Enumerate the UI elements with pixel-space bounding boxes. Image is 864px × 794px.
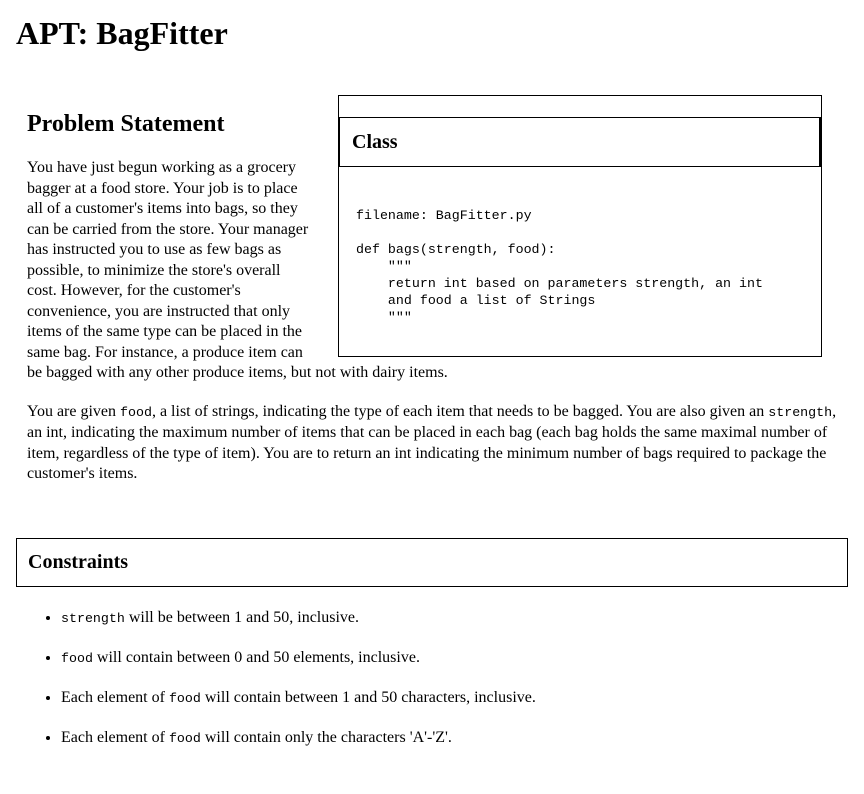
class-code: filename: BagFitter.py def bags(strength, food): """ return int based on parameters strength, an int and food a list of Strings """ (356, 208, 763, 325)
problem-heading: Problem Statement (27, 111, 225, 137)
constraint-item (61, 608, 848, 630)
constraints-list (16, 608, 848, 750)
constraint-prefix: Each element of (61, 688, 169, 706)
para2-text-3: , an int, indicating the maximum number of items that can be placed in each bag (each bag holds the same maximal number of item, regardless of the type of item). You are to return an int indicating the minimum number of bags required to package the customer's items. (27, 402, 837, 482)
constraint-code: food (61, 650, 93, 666)
constraint-item (61, 728, 848, 750)
problem-paragraph-1: You have just begun working as a grocery bagger at a food store. Your job is to place all of a customer's items into bags, so they can be carried from the store. Your manager has instructed you to use as few bags as possible, to minimize the store's overall cost. However, for the customer's convenience, you are instructed that only items of the same type can be placed in the same bag. For instance, a produce item can be bagged with any other produce items, but not with dairy items. (27, 159, 448, 381)
para2-text-1: You are given (27, 402, 121, 420)
constraint-item (61, 648, 848, 670)
constraints-heading: Constraints (16, 538, 848, 587)
constraint-text: will contain only the characters 'A'-'Z'. (200, 728, 452, 746)
strength-code: strength (768, 404, 833, 420)
constraint-item (61, 688, 848, 710)
problem-paragraph-2 (27, 402, 837, 485)
constraint-text: will be between 1 and 50, inclusive. (124, 608, 360, 626)
constraint-text: will contain between 1 and 50 characters, inclusive. (200, 688, 536, 706)
constraint-prefix: Each element of (61, 728, 169, 746)
constraint-code: food (168, 730, 201, 746)
constraint-code: strength (61, 610, 125, 626)
para2-text-2: , a list of strings, indicating the type of each item that needs to be bagged. You are also given an (151, 402, 769, 420)
constraint-text: will contain between 0 and 50 elements, inclusive. (92, 648, 420, 666)
page-title: APT: BagFitter (16, 15, 228, 51)
food-code: food (120, 404, 152, 420)
problem-section (16, 95, 848, 485)
constraint-code: food (168, 690, 201, 706)
class-heading: Class (339, 117, 821, 167)
class-box (338, 95, 822, 357)
